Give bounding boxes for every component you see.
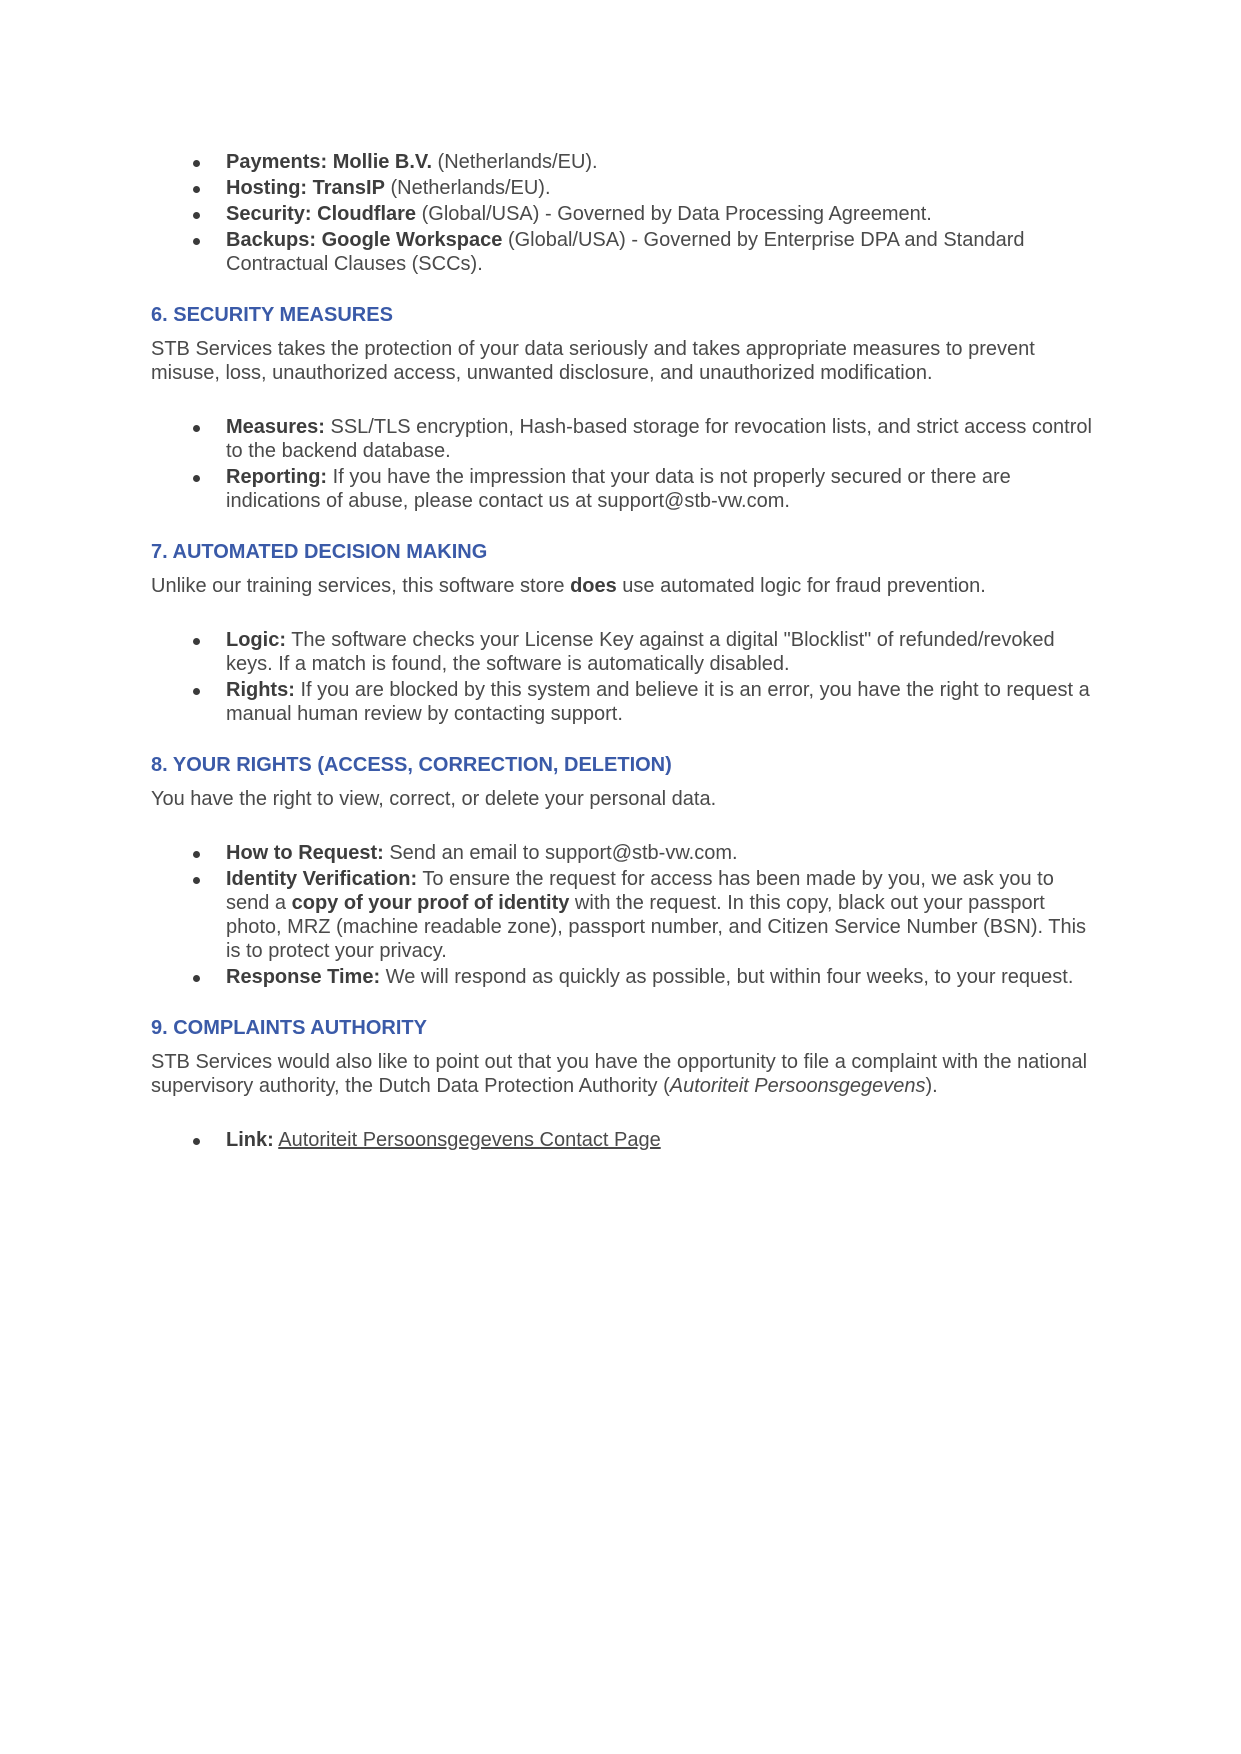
item-text: (Netherlands/EU).	[432, 151, 598, 173]
intro-text: STB Services would also like to point out that you have the opportunity to file a complaint with the national supervisory authority, the Dutch Data Protection Authority (	[151, 1051, 1088, 1097]
item-lead: Payments: Mollie B.V.	[226, 151, 432, 173]
provider-list	[151, 150, 1096, 276]
item-lead: Rights:	[226, 679, 295, 701]
intro-italic: Autoriteit Persoonsgegevens	[669, 1075, 926, 1097]
item-lead: Backups: Google Workspace	[226, 229, 503, 251]
intro-text: ).	[925, 1075, 938, 1097]
item-text: (Netherlands/EU).	[384, 177, 551, 199]
list-item	[151, 678, 1096, 726]
list-item	[151, 465, 1096, 513]
item-text: If you have the impression that your data is not properly secured or there are indications of abuse, please contact us at support@stb-vw.com.	[226, 466, 1011, 512]
section-heading-your-rights: 8. YOUR RIGHTS (ACCESS, CORRECTION, DELETION)	[151, 754, 672, 776]
item-lead: Response Time:	[226, 966, 381, 988]
section-heading-security: 6. SECURITY MEASURES	[151, 304, 393, 326]
item-text: Send an email to support@stb-vw.com.	[383, 842, 738, 864]
section-intro-security: STB Services takes the protection of your data seriously and takes appropriate measures to prevent misuse, loss, unauthorized access, unwanted disclosure, and unauthorized modification.	[151, 338, 1035, 384]
item-lead: Logic:	[226, 629, 286, 651]
item-text: with the request. In this copy, black out your passport photo, MRZ (machine readable zone), passport number, and Citizen Service Number (BSN). This is to protect your privacy.	[226, 892, 1087, 962]
section-intro-automated-decision	[151, 574, 1096, 598]
automated-decision-list	[151, 628, 1096, 726]
intro-emphasis: does	[570, 575, 617, 597]
section-heading-complaints: 9. COMPLAINTS AUTHORITY	[151, 1017, 427, 1039]
authority-contact-link[interactable]: Autoriteit Persoonsgegevens Contact Page	[278, 1129, 661, 1151]
list-item	[151, 841, 1096, 865]
item-lead: Reporting:	[226, 466, 328, 488]
item-text: SSL/TLS encryption, Hash-based storage for revocation lists, and strict access control to the backend database.	[226, 416, 1092, 462]
item-emphasis: copy of your proof of identity	[291, 892, 570, 914]
intro-text: use automated logic for fraud prevention.	[616, 575, 986, 597]
item-lead: Security: Cloudflare	[226, 203, 417, 225]
list-item	[151, 228, 1096, 276]
item-lead: Link:	[226, 1129, 274, 1151]
section-intro-complaints	[151, 1050, 1096, 1098]
intro-text: Unlike our training services, this software store	[151, 575, 571, 597]
list-item	[151, 867, 1096, 963]
list-item	[151, 176, 1096, 200]
list-item	[151, 628, 1096, 676]
item-text: If you are blocked by this system and believe it is an error, you have the right to request a manual human review by contacting support.	[226, 679, 1090, 725]
item-text: We will respond as quickly as possible, but within four weeks, to your request.	[380, 966, 1074, 988]
complaints-list	[151, 1128, 1096, 1152]
list-item	[151, 965, 1096, 989]
item-text: To ensure the request for access has been made by you, we ask you to send a	[226, 868, 1054, 914]
list-item	[151, 150, 1096, 174]
item-text: (Global/USA) - Governed by Data Processing Agreement.	[416, 203, 932, 225]
item-lead: Hosting: TransIP	[226, 177, 385, 199]
item-lead: Measures:	[226, 416, 325, 438]
section-heading-automated-decision: 7. AUTOMATED DECISION MAKING	[151, 541, 488, 563]
security-list	[151, 415, 1096, 513]
list-item	[151, 1128, 1096, 1152]
list-item	[151, 415, 1096, 463]
item-text: (Global/USA) - Governed by Enterprise DPA and Standard Contractual Clauses (SCCs).	[226, 229, 1025, 275]
rights-list	[151, 841, 1096, 989]
item-text: The software checks your License Key against a digital "Blocklist" of refunded/revoked keys. If a match is found, the software is automatically disabled.	[226, 629, 1055, 675]
item-lead: Identity Verification:	[226, 868, 418, 890]
item-lead: How to Request:	[226, 842, 384, 864]
section-intro-your-rights: You have the right to view, correct, or delete your personal data.	[151, 788, 717, 810]
document-content	[151, 150, 1096, 1154]
list-item	[151, 202, 1096, 226]
